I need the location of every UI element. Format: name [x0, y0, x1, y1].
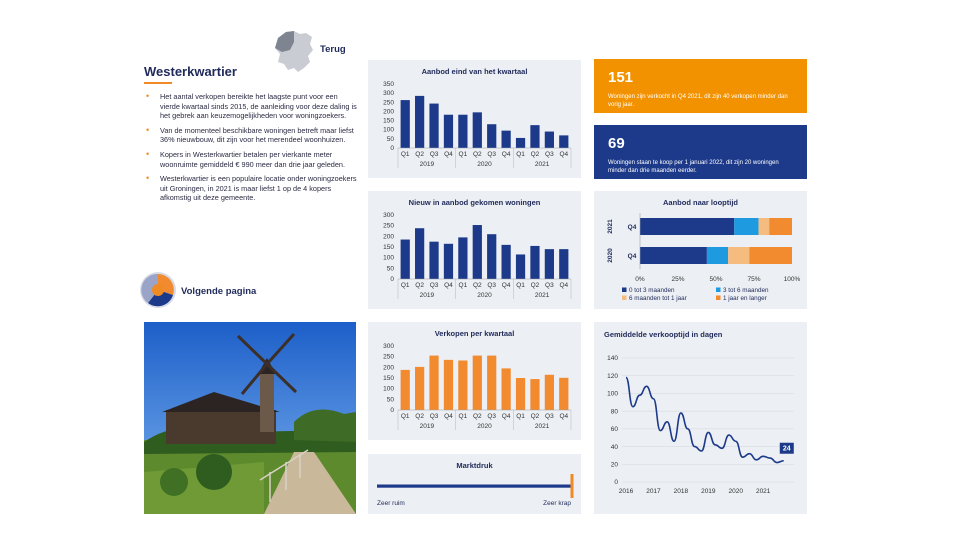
- bar: [502, 245, 511, 279]
- bar: [487, 234, 496, 279]
- x-tick-label: Q3: [429, 151, 439, 158]
- x-tick-label: Q1: [400, 282, 410, 289]
- x-tick-label: Q2: [530, 413, 540, 420]
- stacked-segment: [728, 247, 749, 264]
- chart-title: Gemiddelde verkooptijd in dagen: [604, 330, 723, 339]
- bar: [516, 138, 525, 148]
- bar: [401, 100, 410, 148]
- x-tick-label: Q1: [458, 151, 468, 158]
- marktdruk-title: Marktdruk: [456, 461, 493, 470]
- y-tick-label: 20: [610, 461, 618, 469]
- bar: [473, 112, 482, 148]
- back-label[interactable]: Terug: [320, 44, 346, 55]
- y-tick-label: 40: [610, 443, 618, 451]
- bar: [458, 361, 467, 410]
- x-tick-label: 2021: [755, 488, 771, 495]
- x-tick-label: Q1: [516, 282, 525, 289]
- y-tick-label: 50: [386, 396, 394, 404]
- y-tick-label: 0: [390, 407, 394, 414]
- stacked-segment: [759, 218, 770, 235]
- bar: [415, 228, 424, 279]
- y-tick-label: 250: [383, 353, 394, 361]
- bar: [444, 115, 453, 148]
- y-tick-label: 0: [614, 479, 618, 487]
- y-tick-label: 300: [383, 343, 394, 350]
- row-quarter-label: Q4: [627, 224, 637, 231]
- bullet-item: • Van de momenteel beschikbare woningen betreft maar liefst 36% nieuwbouw, dit zijn voor het merendeel woonhuizen.: [144, 126, 358, 145]
- legend-swatch: [622, 288, 627, 293]
- x-tick-label: 2020: [728, 488, 743, 495]
- x-tick-label: Q2: [472, 282, 482, 289]
- y-tick-label: 80: [610, 408, 618, 416]
- chart-title: Aanbod naar looptijd: [663, 198, 738, 207]
- group-label: 2021: [534, 292, 550, 299]
- x-tick-label: 0%: [635, 276, 645, 283]
- x-tick-label: Q3: [545, 151, 554, 158]
- y-tick-label: 100: [383, 126, 394, 134]
- x-tick-label: Q2: [415, 282, 424, 289]
- stacked-bar-chart-looptijd: [594, 191, 807, 309]
- x-tick-label: 2018: [673, 488, 689, 495]
- legend-label: 0 tot 3 maanden: [629, 287, 675, 294]
- group-label: 2019: [419, 292, 435, 299]
- bar: [530, 246, 539, 279]
- stacked-segment: [769, 218, 792, 235]
- bar: [415, 367, 424, 410]
- row-year-label: 2021: [607, 219, 614, 234]
- bar: [429, 356, 438, 410]
- back-button[interactable]: [272, 28, 362, 76]
- stacked-segment: [640, 218, 734, 235]
- x-tick-label: Q3: [487, 413, 497, 420]
- group-label: 2019: [419, 423, 435, 430]
- y-tick-label: 0: [390, 276, 394, 283]
- x-tick-label: Q1: [400, 413, 410, 420]
- kpi-text: Woningen zijn verkocht in Q4 2021, dit zijn 40 verkopen minder dan vorig jaar.: [608, 94, 788, 108]
- x-tick-label: Q3: [429, 282, 439, 289]
- map-region-icon: [272, 28, 316, 76]
- line-chart-verkooptijd: [594, 322, 807, 514]
- x-tick-label: Q1: [458, 282, 468, 289]
- y-tick-label: 350: [383, 81, 394, 88]
- kpi-text: Woningen staan te koop per 1 januari 2022, dit zijn 20 woningen minder dan drie maanden eerder.: [608, 160, 779, 174]
- y-tick-label: 50: [386, 135, 394, 143]
- y-tick-label: 300: [383, 212, 394, 219]
- y-tick-label: 60: [610, 426, 618, 434]
- bullet-item: • Westerkwartier is een populaire locatie onder woningzoekers uit Groningen, in 2021 is maar liefst 1 op de 4 kopers afkomstig uit deze gemeente.: [144, 174, 358, 203]
- bar: [415, 96, 424, 148]
- data-label: 24: [782, 445, 791, 453]
- bar: [530, 379, 539, 410]
- x-tick-label: Q1: [516, 413, 525, 420]
- y-tick-label: 200: [383, 108, 394, 116]
- x-tick-label: 2017: [646, 488, 661, 495]
- legend-label: 1 jaar en langer: [723, 295, 767, 302]
- stacked-segment: [734, 218, 758, 235]
- y-tick-label: 150: [383, 375, 394, 382]
- marktdruk-right-label: Zeer krap: [543, 500, 571, 507]
- x-tick-label: Q4: [444, 282, 453, 289]
- bar: [545, 249, 554, 279]
- chart-title: Verkopen per kwartaal: [434, 329, 515, 338]
- x-tick-label: Q2: [472, 151, 482, 158]
- y-tick-label: 100: [383, 385, 394, 393]
- x-tick-label: Q4: [501, 413, 511, 420]
- x-tick-label: Q4: [501, 282, 511, 289]
- x-tick-label: Q2: [415, 413, 424, 420]
- bar: [516, 378, 525, 410]
- y-tick-label: 120: [607, 372, 618, 380]
- bar: [487, 356, 496, 410]
- bar-chart-aanbod: [368, 60, 581, 178]
- chart-panel-verkopen: [368, 322, 581, 440]
- chart-panel-looptijd: [594, 191, 807, 309]
- series-line: [626, 377, 784, 462]
- chart-title: Aanbod eind van het kwartaal: [421, 67, 528, 76]
- legend-swatch: [622, 296, 627, 301]
- bullet-item: • Kopers in Westerkwartier betalen per vierkante meter woonruimte gemiddeld € 990 meer dan drie jaar geleden.: [144, 150, 358, 169]
- stacked-segment: [707, 247, 728, 264]
- next-page-label[interactable]: Volgende pagina: [181, 286, 257, 297]
- y-tick-label: 250: [383, 222, 394, 230]
- bar: [545, 132, 554, 148]
- bar: [401, 240, 410, 279]
- bar: [502, 368, 511, 410]
- y-tick-label: 200: [383, 364, 394, 372]
- stacked-segment: [749, 247, 792, 264]
- kpi-card-sold: [594, 59, 807, 113]
- x-tick-label: 75%: [747, 276, 761, 283]
- bullet-list: [144, 92, 358, 208]
- bar: [559, 378, 568, 410]
- bar: [559, 249, 568, 279]
- kpi-value: 151: [608, 69, 634, 86]
- bar: [429, 104, 438, 148]
- x-tick-label: Q2: [530, 151, 540, 158]
- chart-panel-nieuw: [368, 191, 581, 309]
- bar: [530, 125, 539, 148]
- y-tick-label: 300: [383, 90, 394, 98]
- bar-chart-nieuw: [368, 191, 581, 309]
- chart-panel-aanbod: [368, 60, 581, 178]
- x-tick-label: Q3: [487, 151, 497, 158]
- x-tick-label: Q1: [516, 151, 525, 158]
- x-tick-label: Q4: [501, 151, 511, 158]
- y-tick-label: 100: [383, 254, 394, 262]
- y-tick-label: 200: [383, 233, 394, 241]
- pie-logo-icon: [138, 270, 178, 310]
- bar: [473, 225, 482, 279]
- chart-title: Nieuw in aanbod gekomen woningen: [408, 198, 541, 207]
- group-label: 2020: [477, 292, 492, 299]
- kpi-card-for-sale: [594, 125, 807, 179]
- group-label: 2021: [534, 423, 550, 430]
- gauge-track: [377, 485, 572, 488]
- bar: [444, 360, 453, 410]
- bar: [401, 370, 410, 410]
- x-tick-label: Q3: [545, 413, 554, 420]
- marktdruk-panel: [368, 454, 581, 514]
- bar: [487, 124, 496, 148]
- x-tick-label: Q4: [444, 413, 453, 420]
- x-tick-label: Q3: [487, 282, 497, 289]
- gauge-marker: [571, 474, 574, 498]
- page-title: Westerkwartier: [144, 64, 237, 79]
- x-tick-label: Q4: [559, 282, 569, 289]
- bar: [502, 131, 511, 148]
- y-tick-label: 50: [386, 265, 394, 273]
- legend-label: 6 maanden tot 1 jaar: [629, 295, 687, 302]
- x-tick-label: Q3: [545, 282, 554, 289]
- x-tick-label: Q2: [472, 413, 482, 420]
- windmill-photo: [144, 322, 356, 514]
- x-tick-label: Q2: [415, 151, 424, 158]
- title-underline: [144, 82, 172, 84]
- group-label: 2020: [477, 161, 492, 168]
- x-tick-label: 50%: [709, 276, 723, 283]
- bar: [516, 254, 525, 279]
- bar: [559, 135, 568, 148]
- y-tick-label: 150: [383, 117, 394, 125]
- y-tick-label: 140: [607, 355, 618, 363]
- legend-label: 3 tot 6 maanden: [723, 287, 769, 294]
- x-tick-label: 2016: [618, 488, 634, 495]
- y-tick-label: 0: [390, 145, 394, 152]
- bar-chart-verkopen: [368, 322, 581, 440]
- legend-swatch: [716, 288, 721, 293]
- bar: [473, 356, 482, 410]
- bar: [458, 237, 467, 279]
- group-label: 2021: [534, 161, 550, 168]
- row-year-label: 2020: [607, 248, 614, 263]
- bar: [429, 242, 438, 279]
- bullet-item: • Het aantal verkopen bereikte het laagste punt voor een vierde kwartaal sinds 2015, de aanleiding voor deze daling is het gebrek aan keuzemogelijkheden voor woningzoekers.: [144, 92, 358, 121]
- x-tick-label: Q2: [530, 282, 540, 289]
- stacked-segment: [640, 247, 707, 264]
- bar: [545, 375, 554, 410]
- x-tick-label: Q4: [559, 151, 569, 158]
- legend-swatch: [716, 296, 721, 301]
- y-tick-label: 100: [607, 390, 618, 398]
- x-tick-label: 100%: [783, 276, 801, 283]
- x-tick-label: Q4: [444, 151, 453, 158]
- x-tick-label: Q4: [559, 413, 569, 420]
- x-tick-label: Q3: [429, 413, 439, 420]
- bar: [458, 115, 467, 148]
- y-tick-label: 250: [383, 99, 394, 107]
- bar: [444, 244, 453, 279]
- x-tick-label: 2019: [701, 488, 716, 495]
- chart-panel-verkooptijd: [594, 322, 807, 514]
- y-tick-label: 150: [383, 244, 394, 251]
- group-label: 2019: [419, 161, 435, 168]
- row-quarter-label: Q4: [627, 253, 637, 260]
- x-tick-label: Q1: [400, 151, 410, 158]
- marktdruk-left-label: Zeer ruim: [377, 500, 405, 507]
- x-tick-label: 25%: [671, 276, 685, 283]
- kpi-value: 69: [608, 135, 625, 152]
- x-tick-label: Q1: [458, 413, 468, 420]
- group-label: 2020: [477, 423, 492, 430]
